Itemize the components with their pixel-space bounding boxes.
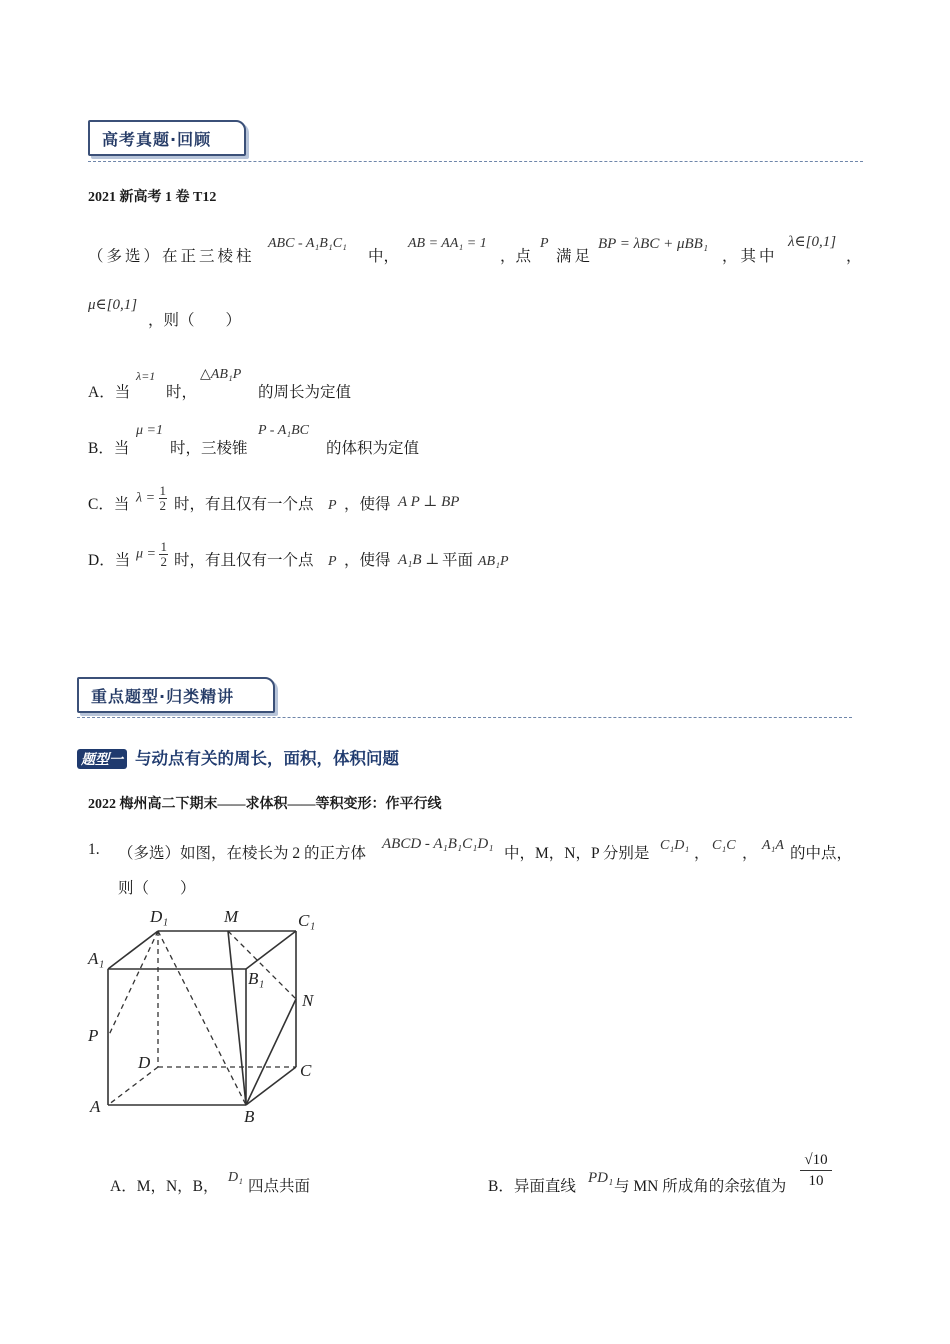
edge-c1-b1 <box>246 931 296 969</box>
stem-manzu: 满足 <box>556 248 594 265</box>
vector-condition: BP = λBC + μBB₁ <box>598 236 709 252</box>
option-b-condition: μ =1 <box>136 423 163 438</box>
label-a: A <box>90 1097 101 1116</box>
edge-c1c: C₁C <box>712 838 736 853</box>
option-d-shi: 时，有且仅有一个点 <box>174 552 314 569</box>
option-c-relation: A P ⊥ BP <box>398 494 460 510</box>
option-d-label: D．当 <box>88 552 131 569</box>
option-d-plane: 平面 <box>442 552 474 569</box>
mu-range: μ∈[0,1] <box>88 297 138 313</box>
label-m: M <box>224 907 239 926</box>
question-ze: 则（ ） <box>118 880 196 897</box>
option-d-mid: ，使得 <box>344 552 391 569</box>
option-c-condition <box>136 484 167 513</box>
option-a-condition: λ=1 <box>136 369 156 383</box>
label-d: D <box>138 1053 151 1072</box>
q1-option-a-label: A．M，N，B， <box>110 1178 219 1195</box>
q1-option-a-point: D₁ <box>228 1170 243 1185</box>
stem-zhong: 中， <box>368 248 400 265</box>
fraction-den: 10 <box>808 1173 824 1189</box>
section-title: 重点题型·归类精讲 <box>91 687 235 706</box>
q1-option-a-tail: 四点共面 <box>248 1178 311 1195</box>
stem-ze: ，则（ ） <box>148 312 242 329</box>
label-p: P <box>88 1026 99 1045</box>
option-d-condition <box>136 540 168 569</box>
edge-b-c <box>246 1067 296 1105</box>
label-c1: C₁ <box>298 911 316 930</box>
lambda-range: λ∈[0,1] <box>788 234 837 250</box>
stem-dian: ，点 <box>500 248 532 265</box>
exam-source: 2022 梅州高二下期末——求体积——等积变形：作平行线 <box>88 797 442 812</box>
question-type-heading <box>77 745 399 769</box>
sep-1: ， <box>694 845 710 862</box>
option-d-relation: A₁B ⊥ <box>398 552 440 568</box>
segment-b-n <box>246 999 296 1105</box>
label-d1: D₁ <box>150 907 169 926</box>
fraction-den: 2 <box>159 498 167 513</box>
label-c: C <box>300 1061 312 1080</box>
option-c-label: C．当 <box>88 496 130 513</box>
label-b: B <box>244 1107 255 1126</box>
fraction-num: √10 <box>800 1150 832 1171</box>
question-stem-b: 中，M，N，P 分别是 <box>504 845 650 862</box>
segment-m-n <box>228 931 296 999</box>
question-stem <box>88 244 255 266</box>
fraction-den: 2 <box>160 554 167 569</box>
option-b-pyramid: P - A₁BC <box>258 423 310 438</box>
q1-option-b-line: PD₁ <box>588 1170 614 1186</box>
option-a-label: A．当 <box>88 384 131 401</box>
option-a-triangle: △AB₁P <box>200 367 242 382</box>
stem-comma: ， <box>846 248 862 265</box>
option-b-shi: 时，三棱锥 <box>170 440 248 457</box>
fraction-num: 1 <box>160 539 167 554</box>
question-type-tag: 题型一 <box>77 749 127 769</box>
section-divider <box>77 717 852 718</box>
option-b-tail: 的体积为定值 <box>326 440 420 457</box>
q1-option-b-label: B．异面直线 <box>488 1178 576 1195</box>
edge-a1-d1 <box>108 931 158 969</box>
question-stem-c: 的中点， <box>790 845 853 862</box>
fraction-num: 1 <box>159 483 167 498</box>
stem-prefix: （多选）在正三棱柱 <box>88 248 255 265</box>
option-a-shi: 时， <box>166 384 198 401</box>
fraction <box>159 540 168 569</box>
edge-c1d1: C₁D₁ <box>660 838 690 853</box>
label-a1: A₁ <box>88 949 105 968</box>
edge-a1a: A₁A <box>762 838 784 853</box>
option-d-var: μ = <box>136 546 156 562</box>
segment-d1-p <box>108 931 158 1037</box>
question-type-title: 与动点有关的周长，面积，体积问题 <box>135 749 399 768</box>
sep-2: ， <box>742 845 758 862</box>
hidden-edge-d-a <box>108 1067 158 1105</box>
q1-option-b-fraction <box>800 1150 832 1191</box>
section-header-key-types <box>77 677 275 713</box>
exam-source: 2021 新高考 1 卷 T12 <box>88 190 217 205</box>
section-header-gaokao <box>88 120 246 156</box>
section-divider <box>88 161 863 162</box>
segment-m-b <box>228 931 246 1105</box>
option-c-shi: 时，有且仅有一个点 <box>174 496 314 513</box>
option-c-mid: ，使得 <box>344 496 391 513</box>
label-n: N <box>302 991 314 1010</box>
option-d-point: P <box>328 554 337 569</box>
cube-figure <box>80 900 340 1130</box>
fraction <box>159 484 168 513</box>
length-condition: AB = AA₁ = 1 <box>408 236 487 251</box>
option-c-point: P <box>328 498 337 513</box>
question-stem-a: （多选）如图，在棱长为 2 的正方体 <box>118 845 367 862</box>
stem-qizhong: ，其中 <box>722 248 778 265</box>
option-a-tail: 的周长为定值 <box>258 384 352 401</box>
cube-notation: ABCD - A₁B₁C₁D₁ <box>382 836 494 852</box>
question-number: 1. <box>88 841 100 858</box>
section-title: 高考真题·回顾 <box>102 130 212 149</box>
option-d-plane-obj: AB₁P <box>478 554 509 569</box>
point-p: P <box>540 236 549 251</box>
segment-d1-b <box>158 931 246 1105</box>
prism-notation: ABC - A₁B₁C₁ <box>268 236 347 251</box>
label-b1: B₁ <box>248 969 265 988</box>
option-b-label: B．当 <box>88 440 130 457</box>
option-c-var: λ = <box>136 490 156 506</box>
q1-option-b-mid: 与 MN 所成角的余弦值为 <box>614 1178 787 1195</box>
